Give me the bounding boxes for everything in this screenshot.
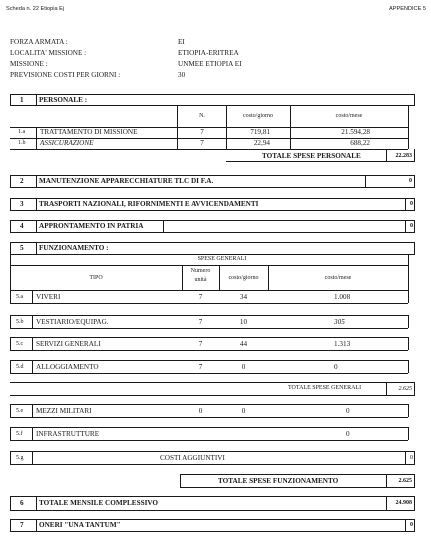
row-cost-month: 21.594,28 bbox=[341, 128, 370, 136]
column-header-units: Numero bbox=[190, 268, 211, 274]
column-header-cost-day: costo/giorno bbox=[243, 113, 273, 119]
row-cost-month: 1.008 bbox=[334, 293, 351, 301]
row-units: 7 bbox=[198, 363, 203, 371]
info-value-forza-armata: EI bbox=[178, 38, 185, 46]
section-title: FUNZIONAMENTO : bbox=[39, 244, 109, 252]
info-label-giorni: PREVISIONE COSTI PER GIORNI : bbox=[10, 71, 121, 79]
total-general-label: TOTALE SPESE GENERALI bbox=[288, 385, 362, 391]
row-code: 5.g bbox=[16, 455, 24, 461]
section-title: APPRONTAMENTO IN PATRIA bbox=[39, 222, 144, 230]
row-n: 7 bbox=[200, 128, 204, 136]
section-number: 1 bbox=[20, 96, 24, 104]
row-units: 7 bbox=[198, 293, 203, 301]
row-cost-month: 0 bbox=[346, 407, 350, 415]
section-value: 0 bbox=[409, 178, 412, 184]
row-code: 5.c bbox=[16, 341, 24, 347]
row-label: ASSICURAZIONE bbox=[40, 139, 94, 147]
total-funzionamento-label: TOTALE SPESE FUNZIONAMENTO bbox=[218, 477, 339, 485]
section-number: 3 bbox=[20, 200, 24, 208]
section-title: TOTALE MENSILE COMPLESSIVO bbox=[39, 499, 159, 507]
section-title: ONERI "UNA TANTUM" bbox=[39, 521, 121, 529]
row-cost-month: 1.313 bbox=[334, 340, 351, 348]
row-units: 7 bbox=[198, 340, 203, 348]
row-code: 5.f bbox=[16, 431, 23, 437]
section-number: 2 bbox=[20, 177, 24, 185]
total-personale-label: TOTALE SPESE PERSONALE bbox=[262, 152, 361, 160]
row-label: TRATTAMENTO DI MISSIONE bbox=[40, 128, 138, 136]
column-header-cost-month: costo/mese bbox=[335, 113, 363, 119]
subsection-title: SPESE GENERALI bbox=[197, 256, 247, 262]
row-cost-month: 0 bbox=[346, 430, 350, 438]
total-funzionamento-value: 2.625 bbox=[398, 478, 412, 484]
row-cost-day: 0 bbox=[241, 407, 246, 415]
column-header-cost-month: costo/mese bbox=[324, 275, 352, 281]
column-header-cost-day: costo/giorno bbox=[228, 275, 259, 281]
document-reference: Scheda n. 22 Etiopia Ej bbox=[6, 6, 65, 12]
row-label: VIVERI bbox=[36, 293, 61, 301]
total-general-value: 2.625 bbox=[398, 386, 412, 392]
row-cost-month: 305 bbox=[334, 318, 345, 326]
row-code: 5.d bbox=[16, 364, 24, 370]
info-value-localita: ETIOPIA-ERITREA bbox=[178, 49, 239, 57]
column-header-type: TIPO bbox=[89, 275, 103, 281]
info-label-missione: MISSIONE : bbox=[10, 60, 48, 68]
row-units: 7 bbox=[198, 318, 203, 326]
info-label-localita: LOCALITA' MISSIONE : bbox=[10, 49, 87, 57]
section-value: 0 bbox=[410, 522, 413, 528]
section-title: TRASPORTI NAZIONALI, RIFORNIMENTI E AVVICENDAMENTI bbox=[39, 200, 259, 208]
row-cost-month: 0 bbox=[334, 363, 338, 371]
row-code: 5.a bbox=[16, 294, 24, 300]
row-label: MEZZI MILITARI bbox=[36, 407, 92, 415]
info-value-missione: UNMEE ETIOPIA EI bbox=[178, 60, 242, 68]
row-cost-day: 719,81 bbox=[250, 128, 270, 136]
row-n: 7 bbox=[200, 139, 204, 147]
row-label: COSTI AGGIUNTIVI bbox=[160, 454, 225, 462]
section-number: 5 bbox=[20, 244, 24, 252]
section-value: 0 bbox=[410, 201, 413, 207]
section-value: 24.908 bbox=[395, 500, 412, 506]
row-label: ALLOGGIAMENTO bbox=[36, 363, 99, 371]
row-cost-day: 44 bbox=[239, 340, 248, 348]
section-title: MANUTENZIONE APPARECCHIATURE TLC DI F.A. bbox=[39, 177, 214, 185]
row-label: INFRASTRUTTURE bbox=[36, 430, 100, 438]
section-number: 4 bbox=[20, 222, 24, 230]
row-cost-day: 22,94 bbox=[253, 139, 270, 147]
row-label: SERVIZI GENERALI bbox=[36, 340, 101, 348]
section-value: 0 bbox=[410, 223, 413, 229]
row-code: 1.a bbox=[18, 129, 26, 135]
info-label-forza-armata: FORZA ARMATA : bbox=[10, 38, 68, 46]
row-value: 0 bbox=[410, 455, 413, 461]
info-value-giorni: 30 bbox=[178, 71, 186, 79]
row-cost-day: 0 bbox=[241, 363, 246, 371]
section-number: 6 bbox=[20, 499, 24, 507]
row-cost-month: 688,22 bbox=[350, 139, 370, 147]
row-cost-day: 10 bbox=[239, 318, 248, 326]
section-number: 7 bbox=[20, 521, 24, 529]
section-title: PERSONALE : bbox=[39, 96, 88, 104]
row-code: 5.b bbox=[16, 319, 24, 325]
row-code: 5.e bbox=[16, 408, 24, 414]
row-units: 0 bbox=[198, 407, 203, 415]
appendix-label: APPENDICE 5 bbox=[389, 6, 426, 12]
row-code: 1.b bbox=[18, 140, 26, 146]
total-personale-value: 22.283 bbox=[395, 153, 412, 159]
row-label: VESTIARIO/EQUIPAG. bbox=[36, 318, 109, 326]
row-cost-day: 34 bbox=[239, 293, 248, 301]
column-header-units-2: unità bbox=[194, 277, 207, 283]
column-header-n: N. bbox=[199, 113, 205, 119]
